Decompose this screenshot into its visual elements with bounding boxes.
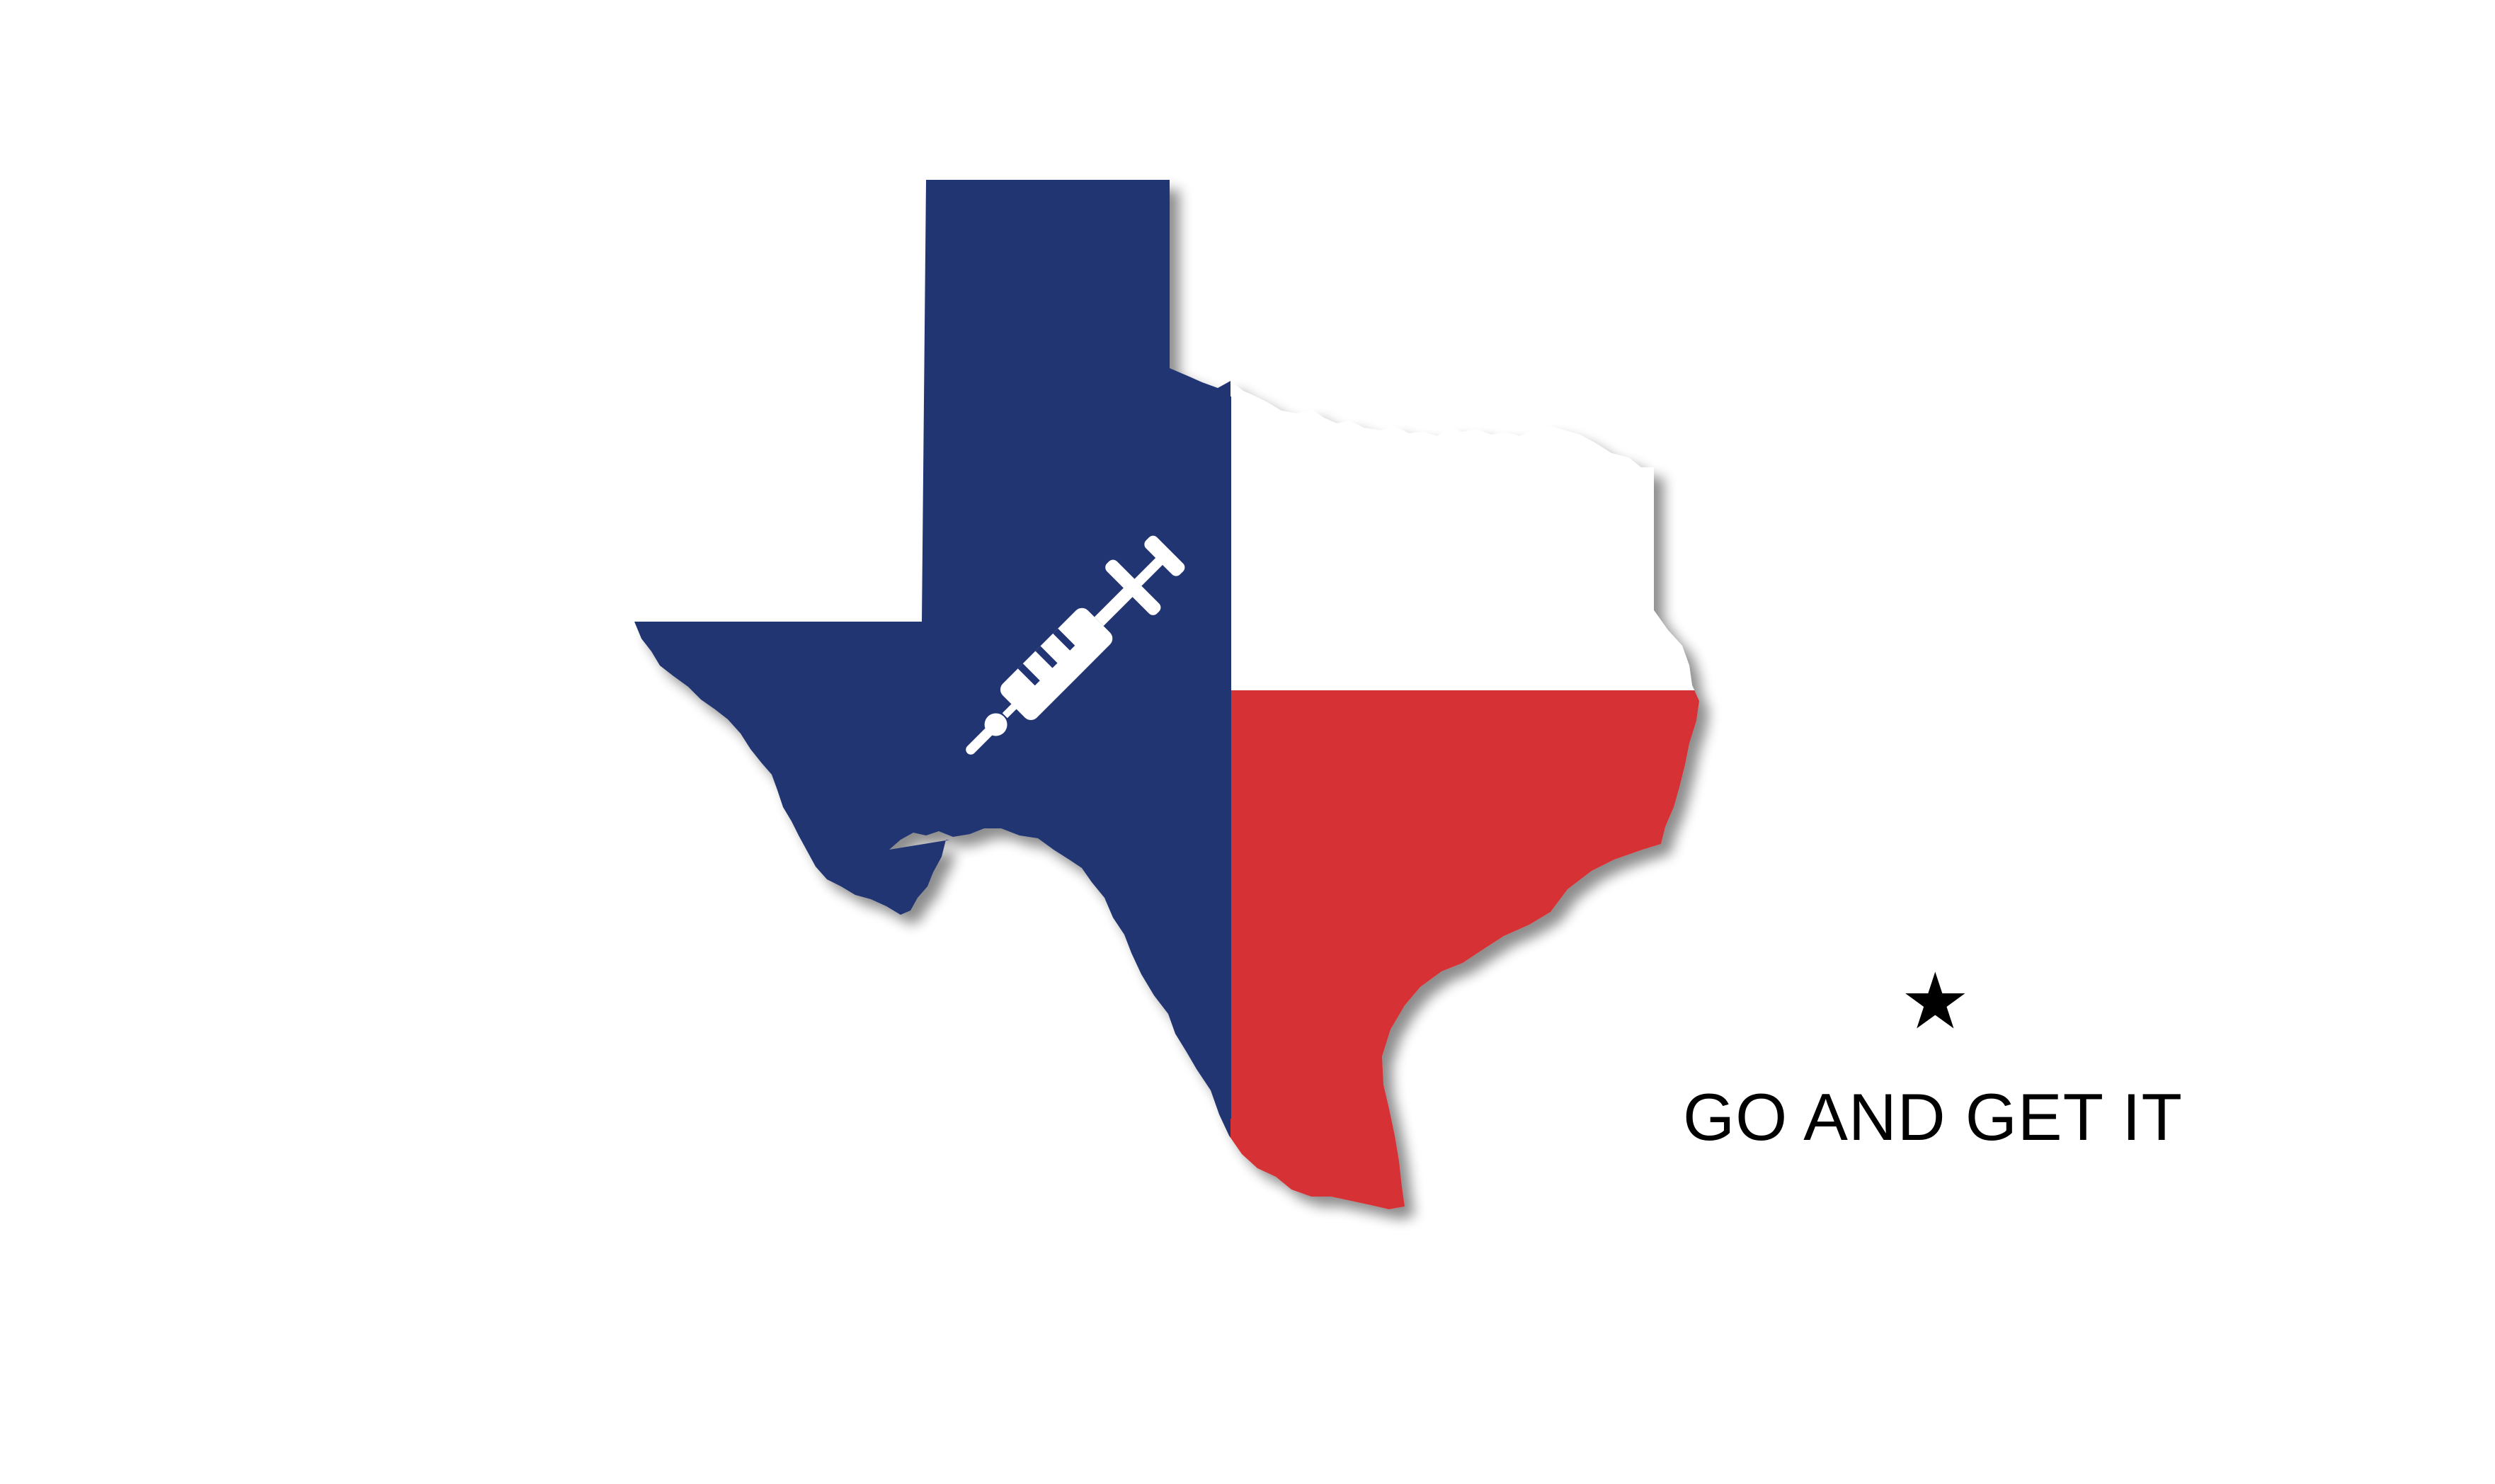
flag-blue-field [623, 170, 1231, 1218]
slogan-text: GO AND GET IT [1683, 1080, 2183, 1154]
star-icon: ★ [1900, 956, 1970, 1046]
flag-red-stripe [1231, 690, 1726, 1228]
flag-white-stripe [1231, 170, 1726, 690]
